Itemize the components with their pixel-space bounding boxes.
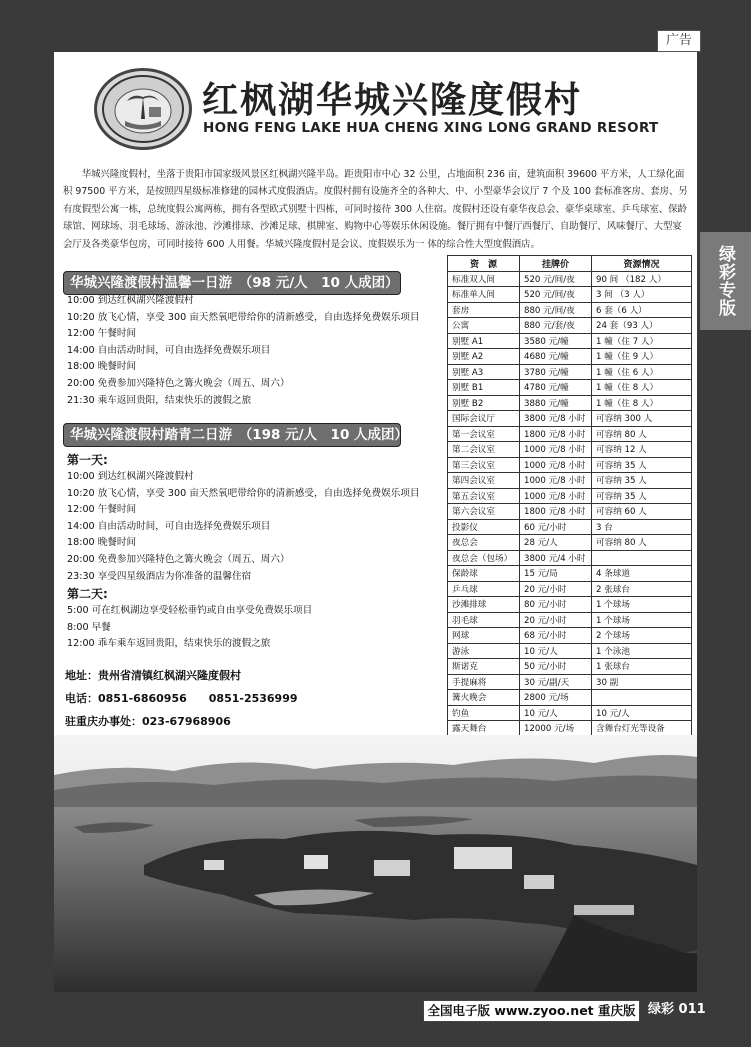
lake-aerial-photo [54, 735, 697, 992]
table-cell: 880 元/套/夜 [520, 318, 592, 334]
table-cell: 1 个球场 [592, 597, 692, 613]
footer-label: 全国电子版 www.zyoo.net 重庆版 [423, 1000, 640, 1022]
table-cell: 10 元/人 [520, 705, 592, 721]
table-cell: 1 幢（住 8 人） [592, 395, 692, 411]
table-cell: 可容纳 12 人 [592, 442, 692, 458]
table-cell: 3800 元/4 小时 [520, 550, 592, 566]
table-cell: 4680 元/幢 [520, 349, 592, 365]
table-cell: 1000 元/8 小时 [520, 488, 592, 504]
schedule-item: 20:00 免费参加兴隆特色之篝火晚会（周五、周六） [67, 553, 290, 565]
price-table [447, 255, 692, 737]
table-cell: 乒乓球 [448, 581, 520, 597]
table-header-row [448, 256, 692, 272]
table-cell: 投影仪 [448, 519, 520, 535]
table-cell: 1800 元/8 小时 [520, 426, 592, 442]
table-cell: 可容纳 80 人 [592, 426, 692, 442]
table-row [448, 473, 692, 489]
contact-office: 驻重庆办事处：023-67968906 [65, 715, 231, 728]
table-cell: 3 间 （3 人） [592, 287, 692, 303]
table-row [448, 566, 692, 582]
table-cell: 520 元/间/夜 [520, 271, 592, 287]
tour1-schedule [67, 293, 437, 409]
table-cell: 30 副 [592, 674, 692, 690]
table-cell: 1000 元/8 小时 [520, 457, 592, 473]
table-cell: 羽毛球 [448, 612, 520, 628]
table-cell: 1000 元/8 小时 [520, 442, 592, 458]
table-cell: 可容纳 60 人 [592, 504, 692, 520]
schedule-item: 23:30 享受四星级酒店为你准备的温馨住宿 [67, 570, 252, 582]
table-row [448, 643, 692, 659]
schedule-item: 8:00 早餐 [67, 621, 111, 633]
tour2-banner: 华城兴隆渡假村踏青二日游 （198 元/人 10 人成团） [63, 423, 401, 447]
table-cell: 第六会议室 [448, 504, 520, 520]
table-row [448, 628, 692, 644]
table-cell: 1 个球场 [592, 612, 692, 628]
table-cell: 第二会议室 [448, 442, 520, 458]
table-row [448, 349, 692, 365]
table-row [448, 597, 692, 613]
table-row [448, 457, 692, 473]
table-row [448, 721, 692, 737]
table-cell: 夜总会（包场） [448, 550, 520, 566]
table-row [448, 302, 692, 318]
table-row [448, 364, 692, 380]
table-cell: 3580 元/幢 [520, 333, 592, 349]
table-cell: 20 元/小时 [520, 581, 592, 597]
table-cell: 30 元/副/天 [520, 674, 592, 690]
table-cell: 20 元/小时 [520, 612, 592, 628]
resort-title-en: HONG FENG LAKE HUA CHENG XING LONG GRAND RESORT [203, 120, 659, 136]
table-cell: 1800 元/8 小时 [520, 504, 592, 520]
table-cell: 2800 元/场 [520, 690, 592, 706]
schedule-item: 14:00 自由活动时间，可自由选择免费娱乐项目 [67, 344, 271, 356]
table-row [448, 271, 692, 287]
table-cell: 1 个泳池 [592, 643, 692, 659]
table-cell: 手提麻将 [448, 674, 520, 690]
contact-phone: 电话：0851-6860956 0851-2536999 [65, 692, 298, 705]
table-header-cell: 资 源 [448, 256, 520, 272]
table-cell: 1000 元/8 小时 [520, 473, 592, 489]
table-cell: 篝火晚会 [448, 690, 520, 706]
table-cell: 24 套（93 人） [592, 318, 692, 334]
day2-title: 第二天: [67, 587, 108, 602]
table-row [448, 659, 692, 675]
intro-paragraph: 华城兴隆度假村，坐落于贵阳市国家级风景区红枫湖兴隆半岛。距贵阳市中心 32 公里，占地面积 236 亩，建筑面积 39600 平方米，人工绿化面积 97500 平方米，是按照四星级标准修建的园林式度假酒店。度假村拥有设施齐全的各种大、中、小型豪华会议厅 7 个及 100 套标准客房、套房、另有度假型公寓一栋，总统度假公寓两栋，拥有各型欧式别墅十四栋，可同时接待 300 人住宿。度假村还设有豪华夜总会、豪华桌球室、乒乓球室、保龄球馆、网球场、羽毛球场、游泳池、沙滩排球、沙滩足球、棋牌室、购物中心等娱乐休闲设施。餐厅拥有中餐厅西餐厅、自助餐厅、风味餐厅、大型宴会厅及各类豪华包房，可同时接待 600 人用餐。华城兴隆度假村是会议、度假娱乐为一 体的综合性大型度假酒店。 [63, 169, 688, 250]
schedule-item: 5:00 可在红枫湖边享受轻松垂钓或自由享受免费娱乐项目 [67, 605, 313, 617]
table-cell: 别墅 A3 [448, 364, 520, 380]
table-cell: 网球 [448, 628, 520, 644]
table-cell: 可容纳 80 人 [592, 535, 692, 551]
resort-title-cn: 红枫湖华城兴隆度假村 [202, 80, 583, 121]
table-cell: 10 元/人 [592, 705, 692, 721]
schedule-item: 20:00 免费参加兴隆特色之篝火晚会（周五、周六） [67, 377, 290, 389]
table-cell [592, 690, 692, 706]
table-cell: 露天舞台 [448, 721, 520, 737]
table-row [448, 395, 692, 411]
table-cell: 别墅 A2 [448, 349, 520, 365]
table-cell: 3880 元/幢 [520, 395, 592, 411]
table-row [448, 535, 692, 551]
table-cell: 第一会议室 [448, 426, 520, 442]
schedule-item: 12:00 午餐时间 [67, 328, 137, 340]
table-cell: 520 元/间/夜 [520, 287, 592, 303]
schedule-item: 10:20 放飞心情，享受 300 亩天然氧吧带给你的清新感受，自由选择免费娱乐项目 [67, 487, 420, 499]
tour2-schedule [67, 451, 437, 653]
table-row [448, 318, 692, 334]
table-cell: 1 幢（住 7 人） [592, 333, 692, 349]
table-cell: 公寓 [448, 318, 520, 334]
table-cell: 60 元/小时 [520, 519, 592, 535]
table-row [448, 411, 692, 427]
table-row [448, 705, 692, 721]
table-cell: 别墅 B1 [448, 380, 520, 396]
table-cell: 可容纳 35 人 [592, 488, 692, 504]
table-cell: 1 幢（住 6 人） [592, 364, 692, 380]
table-header-cell: 资源情况 [592, 256, 692, 272]
table-cell: 沙滩排球 [448, 597, 520, 613]
table-cell: 80 元/小时 [520, 597, 592, 613]
table-cell: 880 元/间/夜 [520, 302, 592, 318]
table-cell: 3780 元/幢 [520, 364, 592, 380]
table-cell: 斯诺克 [448, 659, 520, 675]
table-row [448, 550, 692, 566]
table-row [448, 426, 692, 442]
table-cell: 标准双人间 [448, 271, 520, 287]
schedule-item: 18:00 晚餐时间 [67, 537, 137, 549]
table-cell: 10 元/人 [520, 643, 592, 659]
table-cell: 含舞台灯光等设备 [592, 721, 692, 737]
table-cell: 第五会议室 [448, 488, 520, 504]
table-row [448, 690, 692, 706]
day1-title: 第一天: [67, 453, 108, 467]
table-cell: 保龄球 [448, 566, 520, 582]
table-cell: 标准单人间 [448, 287, 520, 303]
table-cell: 1 幢（住 9 人） [592, 349, 692, 365]
table-row [448, 287, 692, 303]
table-cell: 15 元/局 [520, 566, 592, 582]
contact-block [65, 664, 425, 733]
table-cell: 1 张球台 [592, 659, 692, 675]
table-row [448, 674, 692, 690]
table-cell: 2 个球场 [592, 628, 692, 644]
schedule-item: 14:00 自由活动时间，可自由选择免费娱乐项目 [67, 520, 271, 532]
table-row [448, 612, 692, 628]
side-tab: 绿彩专版 [700, 232, 751, 330]
table-cell: 第三会议室 [448, 457, 520, 473]
schedule-item: 12:00 午餐时间 [67, 504, 137, 516]
table-cell: 别墅 A1 [448, 333, 520, 349]
tour1-banner: 华城兴隆渡假村温馨一日游 （98 元/人 10 人成团） [63, 271, 401, 295]
table-cell: 2 张球台 [592, 581, 692, 597]
table-cell: 套房 [448, 302, 520, 318]
table-row [448, 504, 692, 520]
table-cell: 4 条球道 [592, 566, 692, 582]
table-cell: 6 套（6 人） [592, 302, 692, 318]
schedule-item: 12:00 乖车乘车返回贵阳，结束快乐的渡假之旅 [67, 638, 271, 650]
ad-tag: 广告 [657, 30, 701, 52]
table-cell: 28 元/人 [520, 535, 592, 551]
table-cell: 50 元/小时 [520, 659, 592, 675]
table-cell: 第四会议室 [448, 473, 520, 489]
table-cell: 国际会议厅 [448, 411, 520, 427]
resort-logo-icon [94, 68, 192, 150]
table-cell: 夜总会 [448, 535, 520, 551]
table-cell: 可容纳 300 人 [592, 411, 692, 427]
table-row [448, 488, 692, 504]
table-row [448, 519, 692, 535]
table-cell: 钓鱼 [448, 705, 520, 721]
table-row [448, 442, 692, 458]
table-row [448, 333, 692, 349]
table-cell: 68 元/小时 [520, 628, 592, 644]
schedule-item: 10:00 到达红枫湖兴隆渡假村 [67, 471, 194, 482]
table-cell: 4780 元/幢 [520, 380, 592, 396]
schedule-item: 10:20 放飞心情，享受 300 亩天然氧吧带给你的清新感受，自由选择免费娱乐项目 [67, 311, 420, 323]
table-cell: 90 间 （182 人） [592, 271, 692, 287]
schedule-item: 10:00 到达红枫湖兴隆渡假村 [67, 295, 194, 306]
table-cell: 可容纳 35 人 [592, 457, 692, 473]
table-row [448, 581, 692, 597]
table-cell: 3800 元/8 小时 [520, 411, 592, 427]
table-header-cell: 挂牌价 [520, 256, 592, 272]
table-cell: 可容纳 35 人 [592, 473, 692, 489]
table-cell: 别墅 B2 [448, 395, 520, 411]
table-cell: 12000 元/场 [520, 721, 592, 737]
table-cell: 游泳 [448, 643, 520, 659]
table-row [448, 380, 692, 396]
page-number: 绿彩 011 [648, 1002, 706, 1017]
schedule-item: 21:30 乘车返回贵阳，结束快乐的渡假之旅 [67, 394, 252, 406]
table-cell: 3 台 [592, 519, 692, 535]
table-cell [592, 550, 692, 566]
table-cell: 1 幢（住 8 人） [592, 380, 692, 396]
schedule-item: 18:00 晚餐时间 [67, 361, 137, 373]
contact-address: 地址：贵州省清镇红枫湖兴隆度假村 [65, 669, 241, 682]
